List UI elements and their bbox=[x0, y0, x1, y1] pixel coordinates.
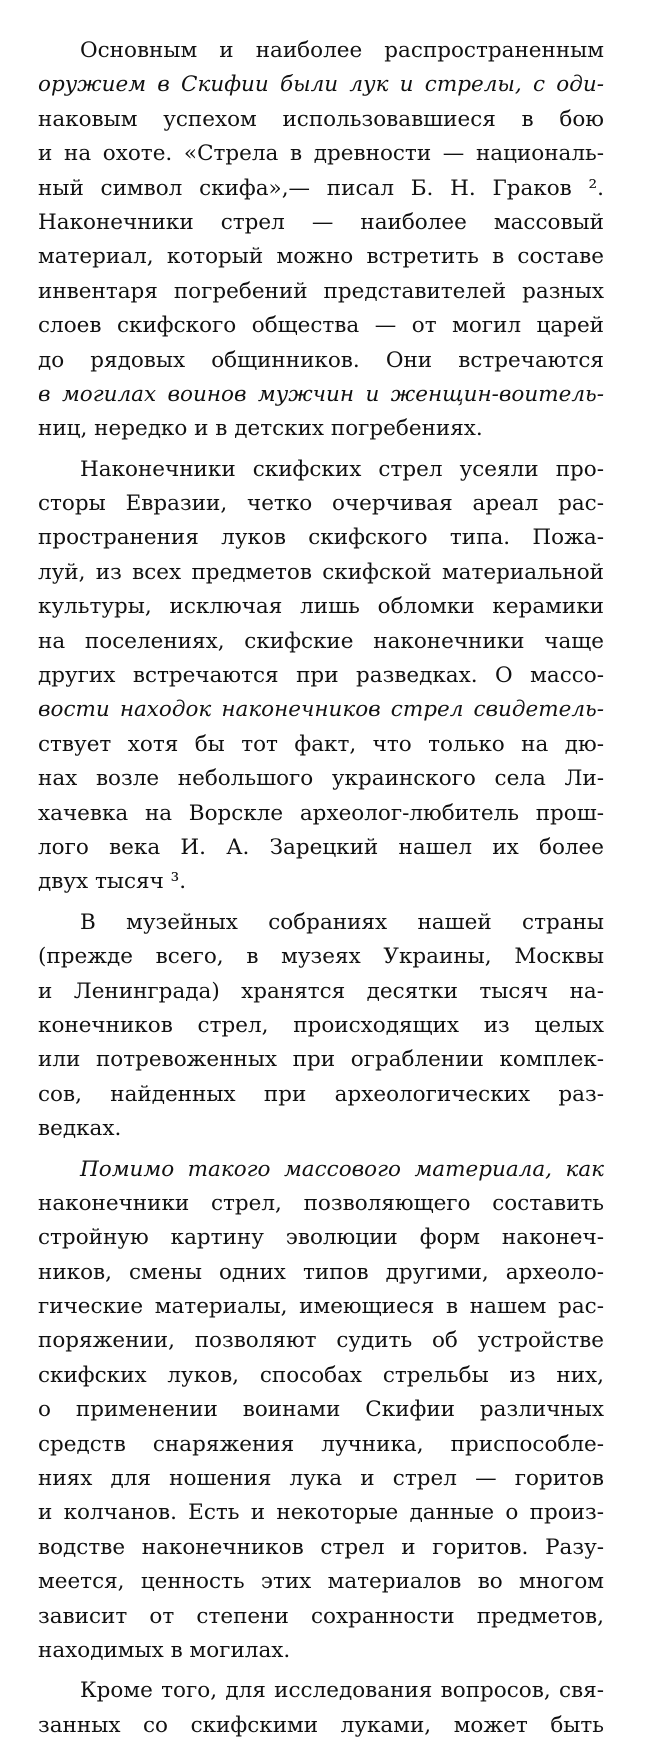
text-line: в могилах воинов мужчин и женщин-воитель- bbox=[38, 381, 604, 407]
text-line: луй, из всех предметов скифской материальной bbox=[38, 559, 604, 585]
text-line: Помимо такого массового материала, как bbox=[80, 1156, 604, 1182]
body-text bbox=[38, 34, 604, 1749]
text-line: наковым успехом использовавшиеся в бою bbox=[38, 106, 604, 132]
text-line: хачевка на Ворскле археолог-любитель прош- bbox=[38, 800, 604, 826]
text-line: инвентаря погребений представителей разных bbox=[38, 278, 604, 304]
text-line: ников, смены одних типов другими, археоло- bbox=[38, 1259, 604, 1285]
text-line: скифских луков, способах стрельбы из них, bbox=[38, 1362, 604, 1388]
text-line: оружием в Скифии были лук и стрелы, с оди- bbox=[38, 72, 604, 98]
text-line: до рядовых общинников. Они встречаются bbox=[38, 347, 604, 373]
paragraph bbox=[38, 1153, 604, 1669]
text-line: (прежде всего, в музеях Украины, Москвы bbox=[38, 944, 604, 970]
text-line: на поселениях, скифские наконечники чаще bbox=[38, 628, 604, 654]
paragraph bbox=[38, 906, 604, 1147]
text-line: Наконечники стрел — наиболее массовый bbox=[38, 209, 604, 235]
text-line: и колчанов. Есть и некоторые данные о произ- bbox=[38, 1500, 604, 1526]
text-line: ведках. bbox=[38, 1116, 122, 1142]
text-line: зависит от степени сохранности предметов, bbox=[38, 1603, 604, 1629]
text-line: находимых в могилах. bbox=[38, 1637, 291, 1663]
text-line: материал, который можно встретить в составе bbox=[38, 244, 604, 270]
text-line: поряжении, позволяют судить об устройстве bbox=[38, 1328, 604, 1354]
text-line: сов, найденных при археологических раз- bbox=[38, 1081, 604, 1107]
text-line: водстве наконечников стрел и горитов. Разу- bbox=[38, 1534, 604, 1560]
text-line: вости находок наконечников стрел свидетель- bbox=[38, 697, 604, 723]
text-line: других встречаются при разведках. О массо- bbox=[38, 663, 604, 689]
paragraph bbox=[38, 1674, 604, 1743]
text-line: нах возле небольшого украинского села Ли- bbox=[38, 766, 604, 792]
text-line: сторы Евразии, четко очерчивая ареал рас- bbox=[38, 491, 604, 517]
text-line: ниях для ношения лука и стрел — горитов bbox=[38, 1466, 604, 1492]
text-line: ниц, нередко и в детских погребениях. bbox=[38, 416, 483, 442]
text-line: слоев скифского общества — от могил царей bbox=[38, 313, 604, 339]
text-line: средств снаряжения лучника, приспособле- bbox=[38, 1431, 604, 1457]
text-line: пространения луков скифского типа. Пожа- bbox=[38, 525, 604, 551]
text-line: и Ленинграда) хранятся десятки тысяч на- bbox=[38, 978, 604, 1004]
paragraph bbox=[38, 34, 604, 447]
text-line: В музейных собраниях нашей страны bbox=[80, 909, 604, 935]
text-line: конечников стрел, происходящих из целых bbox=[38, 1012, 604, 1038]
text-line: гические материалы, имеющиеся в нашем рас- bbox=[38, 1294, 604, 1320]
text-line: культуры, исключая лишь обломки керамики bbox=[38, 594, 604, 620]
paragraph bbox=[38, 453, 604, 900]
text-line: занных со скифскими луками, может быть bbox=[38, 1712, 604, 1738]
text-line: или потревоженных при ограблении комплек- bbox=[38, 1047, 604, 1073]
text-line: меется, ценность этих материалов во многом bbox=[38, 1569, 604, 1595]
text-line: ствует хотя бы тот факт, что только на дю- bbox=[38, 731, 604, 757]
text-line: двух тысяч ³. bbox=[38, 869, 187, 895]
text-line: и на охоте. «Стрела в древности — националь- bbox=[38, 141, 604, 167]
text-line: ный символ скифа»,— писал Б. Н. Граков ². bbox=[38, 175, 604, 201]
text-line: стройную картину эволюции форм наконеч- bbox=[38, 1225, 604, 1251]
text-line: Наконечники скифских стрел усеяли про- bbox=[80, 456, 604, 482]
text-line: лого века И. А. Зарецкий нашел их более bbox=[38, 834, 604, 860]
text-line: Кроме того, для исследования вопросов, свя- bbox=[80, 1678, 604, 1704]
text-line: Основным и наиболее распространенным bbox=[80, 38, 604, 63]
text-line: о применении воинами Скифии различных bbox=[38, 1397, 604, 1423]
text-line: наконечники стрел, позволяющего составить bbox=[38, 1190, 604, 1216]
